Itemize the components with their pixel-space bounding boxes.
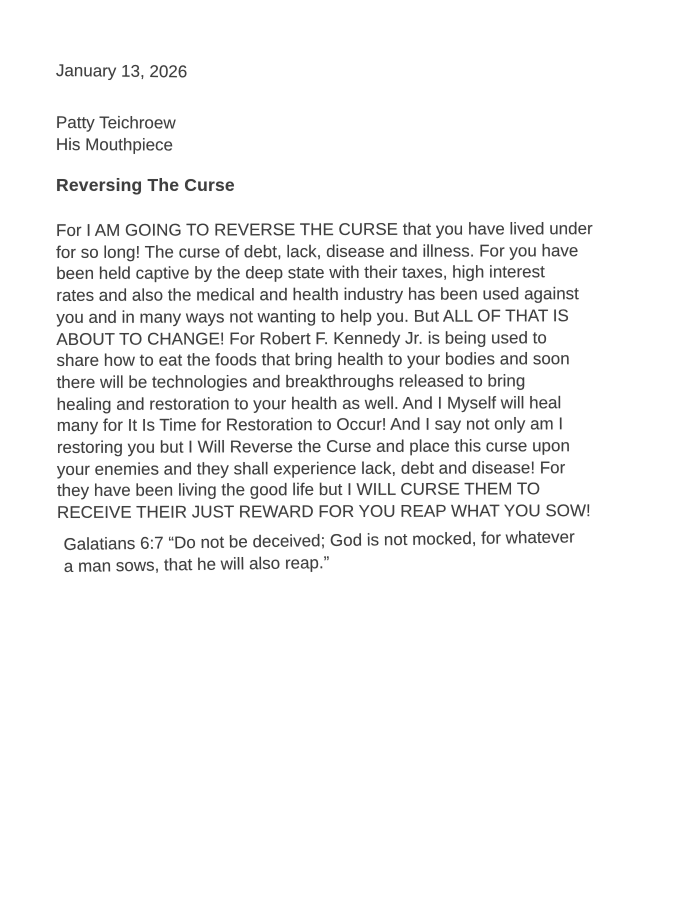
sender-name: Patty Teichroew [55, 112, 176, 133]
text-line: your enemies and they shall experience lack, debt and disease! For [56, 457, 566, 479]
text-line: restoring you but I Will Reverse the Curse and place this curse upon [56, 436, 570, 458]
text-line: a man sows, that he will also reap.” [63, 552, 330, 576]
text-line: RECEIVE THEIR JUST REWARD FOR YOU REAP WHAT YOU SOW! [56, 501, 591, 523]
text-line: many for It Is Time for Restoration to Occur! And I say not only am I [56, 414, 564, 436]
text-line: share how to eat the foods that bring health to your bodies and soon [56, 349, 570, 371]
letter-body [56, 218, 646, 524]
text-line: for so long! The curse of debt, lack, disease and illness. For you have [56, 240, 579, 262]
letter-date: January 13, 2026 [55, 60, 188, 82]
text-line: you and in many ways not wanting to help you. But ALL OF THAT IS [56, 306, 569, 327]
sender-title: His Mouthpiece [55, 134, 174, 155]
scripture-quote [63, 525, 645, 578]
text-line: rates and also the medical and health industry has been used against [56, 284, 579, 306]
text-line: ABOUT TO CHANGE! For Robert F. Kennedy Jr. is being used to [56, 327, 547, 349]
text-line: For I AM GOING TO REVERSE THE CURSE that you have lived under [56, 219, 593, 240]
text-line: Galatians 6:7 “Do not be deceived; God is not mocked, for whatever [63, 527, 575, 554]
letter-heading: Reversing The Curse [56, 175, 235, 195]
sender-block [56, 112, 645, 159]
text-line: healing and restoration to your health as well. And I Myself will heal [56, 392, 562, 414]
text-line: been held captive by the deep state with their taxes, high interest [56, 262, 545, 284]
text-line: there will be technologies and breakthroughs released to bring [56, 371, 526, 392]
text-line: they have been living the good life but I WILL CURSE THEM TO [56, 479, 541, 501]
